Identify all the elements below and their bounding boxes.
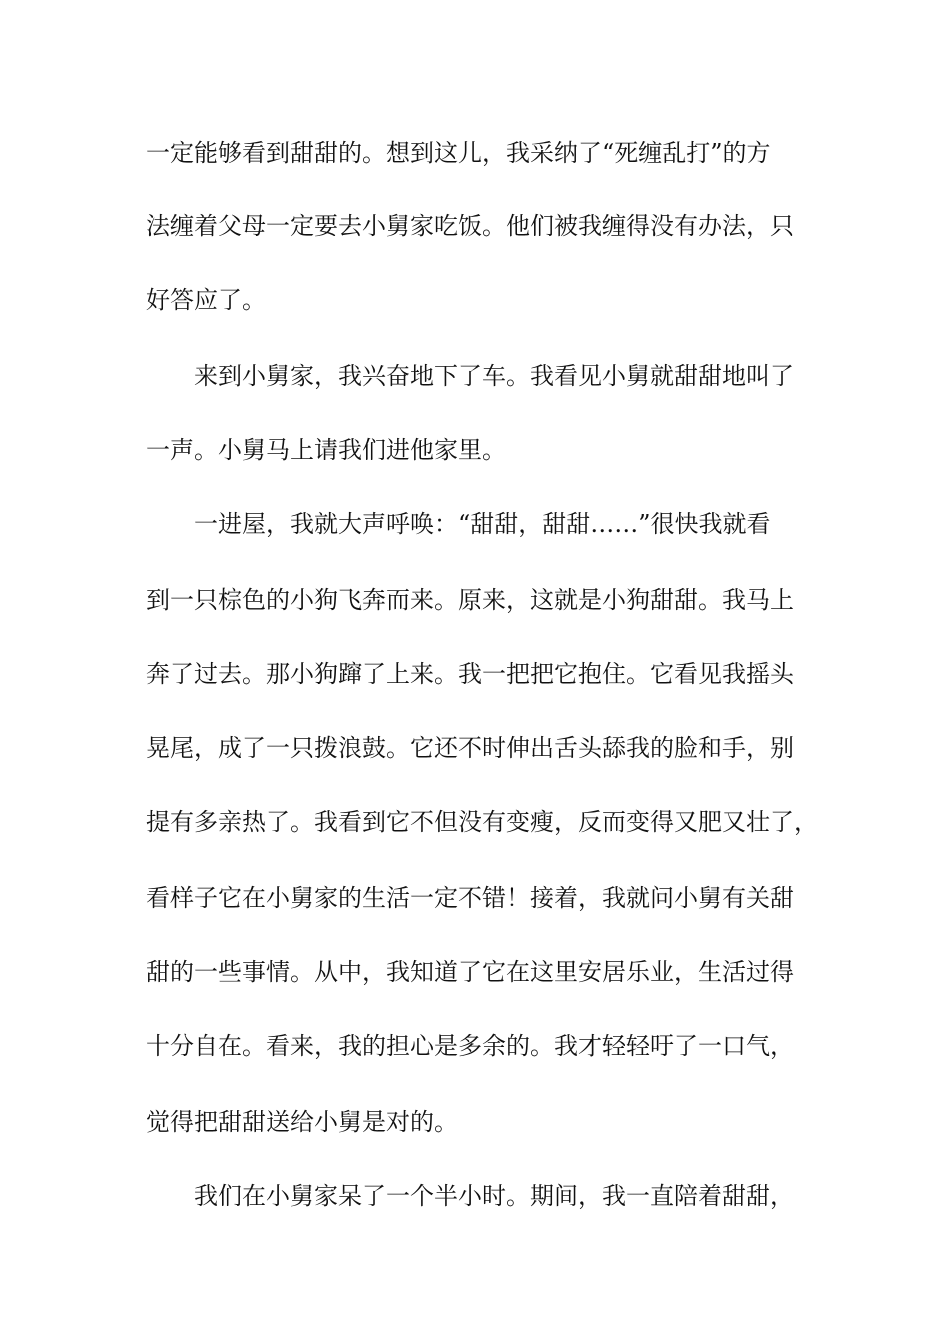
text-line: 甜的一些事情。从中，我知道了它在这里安居乐业，生活过得 [146,958,794,986]
text-line: 一声。小舅马上请我们进他家里。 [146,436,506,464]
text-line: 一定能够看到甜甜的。想到这儿，我采纳了“死缠乱打”的方 [146,139,771,167]
text-line: 奔了过去。那小狗蹿了上来。我一把把它抱住。它看见我摇头 [146,660,794,688]
paragraph-first-line: 我们在小舅家呆了一个半小时。期间，我一直陪着甜甜， [194,1182,794,1210]
text-line: 到一只棕色的小狗飞奔而来。原来，这就是小狗甜甜。我马上 [146,586,794,614]
paragraph-first-line: 一进屋，我就大声呼唤：“甜甜，甜甜……”很快我就看 [194,510,771,538]
text-line: 十分自在。看来，我的担心是多余的。我才轻轻吁了一口气， [146,1032,794,1060]
text-line: 提有多亲热了。我看到它不但没有变瘦，反而变得又肥又壮了， [146,808,818,836]
text-line: 晃尾，成了一只拨浪鼓。它还不时伸出舌头舔我的脸和手，别 [146,734,794,762]
paragraph-first-line: 来到小舅家，我兴奋地下了车。我看见小舅就甜甜地叫了 [194,362,794,390]
text-line: 法缠着父母一定要去小舅家吃饭。他们被我缠得没有办法，只 [146,212,794,240]
text-line: 看样子它在小舅家的生活一定不错！接着，我就问小舅有关甜 [146,884,794,912]
text-line: 觉得把甜甜送给小舅是对的。 [146,1108,458,1136]
text-line: 好答应了。 [146,286,266,314]
